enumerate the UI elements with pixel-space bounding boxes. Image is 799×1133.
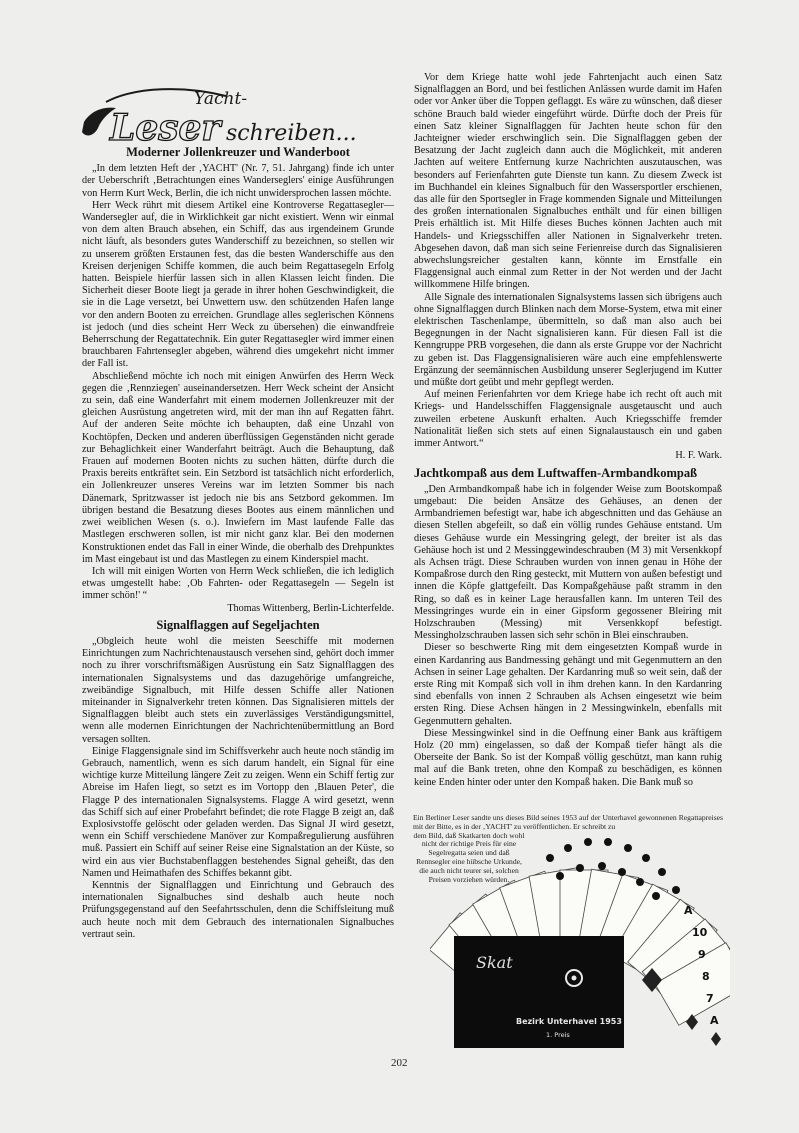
box-subtitle: Bezirk Unterhavel 1953 <box>516 1017 622 1026</box>
card-index: 8 <box>702 970 710 983</box>
article1-paragraph: Abschließend möchte ich noch mit einigen Anwürfen des Herrn Weck gegen die ‚Rennziegen' auseinandersetzen. Herr Weck scheint der Ansicht zu sein, daß eine Wanderfahrt mit einem modernen Jollenkreuzer mit der gleichen Ausrüstung angetreten wird, mit der man ihn auf Regatten fährt. Auf der anderen Seite möchte ich behaupten, daß eine Unzahl von Kochtöpfen, Decken und anderen überflüssigen Gegenständen nicht gerade zur Behaglichkeit einer Wanderfahrt beiträgt. Auch die Behauptung, daß Frauen auf modernen Booten nichts zu suchen hätten, dürfte durch die Praxis bereits entkräftet sein. Ein Setzbord ist tatsächlich nicht erforderlich, ein Jollenkreuzer unseres Vereins war im letzten Sommer bis nach Dänemark, Spritzwasser ist jedoch nie bis ans Setzbord gekommen. Im übrigen bestand die Besatzung dieses Bootes aus einem männlichen und zwei weiblichen Wesen (s. o.). Inwiefern im Mast laufende Falle das Mastlegen erschweren sollen, ist mir nicht ganz klar. Bei den modernen Konstruktionen endet das Fall in einer Winde, die oberhalb des Drehpunktes im Mast eingebaut ist und das Mastlegen zu einem Kinderspiel macht. <box>82 370 394 565</box>
article2-paragraph: Einige Flaggensignale sind im Schiffsverkehr auch heute noch ständig im Gebrauch, namentlich, wenn es sich darum handelt, ein Signal für eine wichtige kurze Mitteilung längere Zeit zu zeigen. Wenn ein Schiff fertig zur Abreise im Hafen liegt, so setzt es im Vortopp den ‚Blauen Peter', die Flagge P des internationalen Signalsystems. Flagge A wird gesetzt, wenn das Schiff sich auf einer Probefahrt befindet; die rote Flagge B zeigt an, daß Explosivstoffe gelöscht oder geladen werden. Das Signal JI wird gesetzt, wenn ein Schiff verschiedene Manöver zur Kompaßregulierung ausführen muß. Passiert ein Schiff auf seiner Reise eine Signalstation an der Küste, so wird ein aus vier Buchstabenflaggen bestehendes Signal geheißt, das den Namen und Heimathafen des Schiffes bekannt gibt. <box>82 745 394 879</box>
logo-word-yacht: Yacht- <box>194 89 248 109</box>
article2-title: Signalflaggen auf Segeljachten <box>156 617 320 632</box>
skat-card-box <box>454 936 624 1048</box>
article2-paragraph: Vor dem Kriege hatte wohl jede Fahrtenjacht auch einen Satz Signalflaggen an Bord, und bei festlichen Anlässen wurde damit im Hafen oder vor Anker über die Toppen geflaggt. Es wäre zu wünschen, daß dieser schöne Brauch bald wieder eingeführt würde. Dürfte doch der Preis für einen Satz kleiner Signalflaggen für Jachten heute schon für den Jachteigner wieder erschwinglich sein. Die Signalflaggen geben der Besatzung der Jacht zugleich dann auch die Möglichkeit, mit anderen Jachten auf weitere Entfernung kurze Nachrichten auszutauschen, was besonders auf Ferienfahrten gute Dienste tun kann. Zu diesem Zweck ist im Buchhandel ein kleines Signalbuch für den Wassersportler erschienen, das alle für den Sportsegler in Frage kommenden Signale und Mitteilungen des großen internationalen Signalbuches enthält und für einen billigen Preis erhältlich ist. Mit Hilfe dieses Buches können Jachten auch mit Handels- und Kriegsschiffen aller Nationen in Signalverkehr treten. Abgesehen davon, daß man sich seine Ferienreise durch das Signalisieren abwechslungsreicher gestalten kann, könnte im Ernstfalle ein Flaggensignal auch einmal zum Retter in der Not werden und der Jacht willkommene Hilfe bringen. <box>414 72 722 291</box>
photo-caption <box>413 814 723 884</box>
box-title: Skat <box>476 953 513 972</box>
article2-signature: H. F. Wark. <box>675 450 722 462</box>
logo-word-leser: Leser <box>110 107 221 148</box>
card-index: 10 <box>692 926 708 939</box>
article3-paragraph: Dieser so beschwerte Ring mit dem eingesetzten Kompaß wurde in einen Kardanring aus Bandmessing gehängt und mit Gegenmuttern an den Achsen in seiner Lage gehalten. Der Kardanring muß so weit sein, daß der erste Ring mit Kompaß sich voll in ihm drehen kann. In den Kardanring sind ebenfalls von innen 2 Schrauben als Achsen eingesetzt wie beim ersten Ring. Diese Achsen hängen in 2 Messingwinkeln, ebenfalls mit Gegenmuttern gehalten. <box>414 642 722 727</box>
article2-paragraph: „Obgleich heute wohl die meisten Seeschiffe mit modernen Einrichtungen zum Nachrichtenaustausch versehen sind, gehört doch immer noch zu ihrer vorschriftsmäßigen Ausrüstung ein Satz Signalflaggen des internationalen Signalsystems und das dazugehörige umfangreiche, zweibändige Signalbuch, mit Hilfe dessen Schiffe aller Nationen miteinander in Signalverkehr treten können. Das Signalisieren mittels der Signalflaggen bleibt auch stets ein zuverlässiges Verständigungsmittel, wenn alle modernen Einrichtungen der Nachrichtenübermittlung an Bord versagen sollten. <box>82 635 394 745</box>
article2-paragraph: Alle Signale des internationalen Signalsystems lassen sich übrigens auch ohne Signalflaggen durch Blinken nach dem Morse-System, etwa mit einer elektrischen Taschenlampe, übermitteln, so daß man also auch bei Begegnungen in der Nacht signalisieren kann. Für diesen Fall ist die Kenngruppe PRB vorgesehen, die dann als erste Gruppe vor der Nachricht zu geben ist. Das Flaggensignalisieren wäre auch eine empfehlenswerte Ergänzung der seemännischen Ausbildung unserer Seglerjugend im Kutter und müßte dort geübt und mehr gepflegt werden. <box>414 291 722 389</box>
article1-paragraph: Ich will mit einigen Worten von Herrn Weck schließen, die ich lediglich etwas umgestellt habe: ‚Ob Fahrten- oder Regattasegeln — Segeln ist immer schön!' “ <box>82 565 394 602</box>
card-index: A <box>684 904 693 917</box>
article2-paragraph: Auf meinen Ferienfahrten vor dem Kriege habe ich recht oft auch mit Kriegs- und Handelsschiffen Flaggensignale ausgetauscht und auch zuweilen erbetene Auskunft erhalten. Auch Kriegsschiffe fremder Nationalität ließen sich stets auf einen Signalaustausch ein und gaben immer Antwort.“ <box>414 389 722 450</box>
article1-paragraph: Herr Weck rührt mit diesem Artikel eine Kontroverse Regattasegler—Wandersegler auf, die in Wirklichkeit gar nicht existiert. Wenn wir einmal von dem alten Brauch absehen, ein Schiff, das aus irgendeinem Grunde nicht läuft, als besonders gutes Wanderschiff zu bezeichnen, so stellen wir zu unserem größten Erstaunen fest, das die besten Wanderschiffe aus den Kreisen derjenigen Schiffe kommen, die auch beim Regattasegeln Erfolg hatten. Beispiele hierfür lassen sich in allen Klassen leicht finden. Die Sicherheit dieser Boote liegt ja gerade in ihrer hohen Geschwindigkeit, die sie in die Lage versetzt, bei Unwettern usw. den schützenden Hafen lange vor den andern Booten zu erreichen. Grundlage alles seglerischen Könnens ist jedoch (und dies scheint Herr Weck zu übersehen) die einwandfreie Beherrschung der Regattatechnik. Ein guter Regattasegler wird immer einen brauchbaren Fahrtensegler abgeben, während dies umgekehrt nicht immer der Fall ist. <box>82 199 394 370</box>
article2-paragraph: Kenntnis der Signalflaggen und Einrichtung und Gebrauch des internationalen Signalbuches sind deshalb auch heute noch Prüfungsgegenstand auf den Seefahrtsschulen, denn die Schiffsleitung muß auch heute noch mit dem Gebrauch des internationalen Signalbuches vertraut sein. <box>82 879 394 940</box>
article1-title: Moderner Jollenkreuzer und Wanderboot <box>126 145 350 159</box>
right-column <box>414 72 722 789</box>
left-column <box>82 142 394 941</box>
article1-paragraph: „In dem letzten Heft der ‚YACHT' (Nr. 7, 51. Jahrgang) finde ich unter der Ueberschrift ‚Betrachtungen eines Wanderseglers' einige Ausführungen von Herrn Kurt Weck, Berlin, die ich nicht unwidersprochen lassen möchte. <box>82 163 394 199</box>
box-prize-label: 1. Preis <box>546 1031 570 1039</box>
card-index: 7 <box>706 992 714 1005</box>
page-number: 202 <box>391 1057 408 1069</box>
logo-word-schreiben: schreiben... <box>226 121 357 146</box>
card-index: A <box>710 1014 719 1027</box>
article3-paragraph: Diese Messingwinkel sind in die Oeffnung einer Bank aus kräftigem Holz (20 mm) eingelassen, so daß der Kompaß tiefer hängt als die Oberseite der Bank. So ist der Kompaß völlig geschützt, man kann ruhig mal auf die Bank treten, ohne den Kompaß zu beschädigen, es können keine Enden hinter oder unter den Kompaß haken. Die Bank muß so <box>414 727 722 788</box>
photo-caption-line1: Ein Berliner Leser sandte uns dieses Bild seines 1953 auf der Unterhavel gewonnenen Regattapreises mit der Bitte, es in der ‚YACHT' zu veröffentlichen. Er schreibt zu <box>413 813 723 831</box>
photo-caption-rest: dem Bild, daß Skatkarten doch wohl nicht der richtige Preis für eine Segelregatta seien und daß Rennsegler eine hübsche Urkunde, die auch nicht teurer sei, solchen Preisen vorziehen würden. <box>413 830 525 884</box>
article3-paragraph: „Den Armbandkompaß habe ich in folgender Weise zum Bootskompaß umgebaut: Die beiden Ansätze des Gehäuses, an denen der Armbandriemen befestigt war, habe ich abgeschnitten und das Gehäuse an diesen Stellen abgefeilt, so daß ein völlig rundes Gehäuse entstand. Um dieses Gehäuse wurde ein Messingring gelegt, der breiter ist als das Gehäuse hoch ist und 2 Messinggewindeschrauben (M 3) mit Versenkkopf als Achsen trägt. Diese Schrauben wurden von innen genau in Höhe der Kompaßrose durch den Ring gesteckt, mit Muttern von außen befestigt und innen die Köpfe glattgefeilt. Das Kompaßgehäuse paßt stramm in den Ring, so daß es in keiner Lage herausfallen kann. Im unteren Teil des Messingringes wurde ein in einer Gipsform gegossener Bleiring mit Holzschrauben (Messing) mit Versenkkopf befestigt. Messingholzschrauben lassen sich sehr schön in Blei einschrauben. <box>414 483 722 642</box>
card-index: 9 <box>698 948 706 961</box>
article1-signature: Thomas Wittenberg, Berlin-Lichterfelde. <box>227 602 394 614</box>
article3-title: Jachtkompaß aus dem Luftwaffen-Armbandkompaß <box>414 465 698 480</box>
yacht-leser-schreiben-logo <box>76 82 406 148</box>
